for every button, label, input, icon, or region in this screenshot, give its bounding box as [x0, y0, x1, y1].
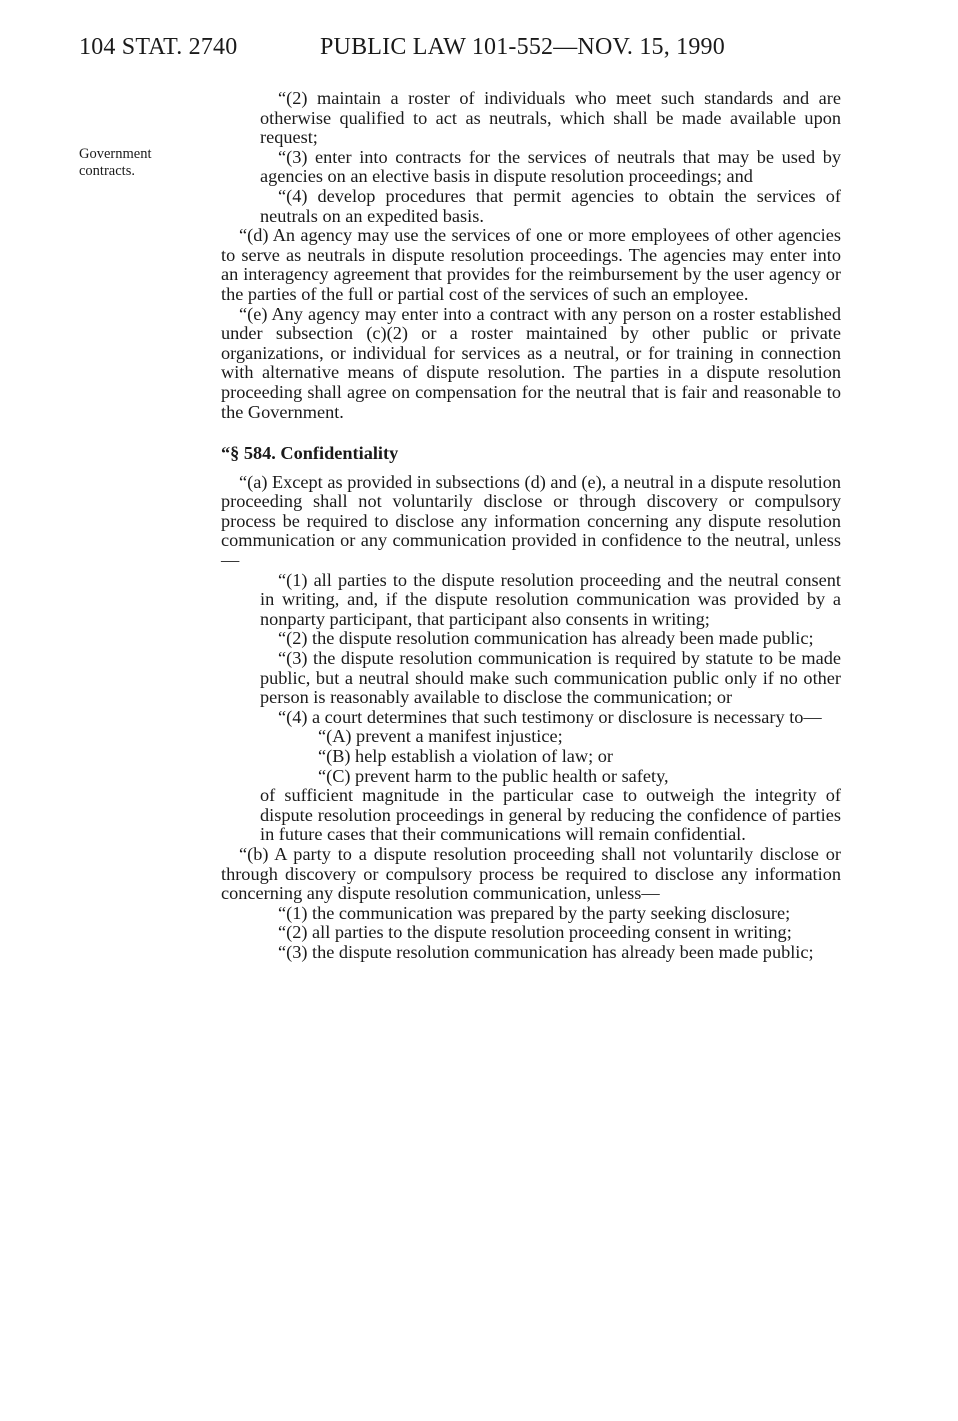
section-heading: “§ 584. Confidentiality — [221, 443, 399, 464]
paragraph-a4-tail: of sufficient magnitude in the particular case to outweigh the integrity of dispute resolution proceedings in general by reducing the confidence of parties in future cases that their communications will remain confidential. — [260, 785, 841, 845]
paragraph-d: “(d) An agency may use the services of one or more employees of other agencies to serve as neutrals in dispute resolution proceedings. The agencies may enter into an interagency agreement that provides for the reimbursement by the user agency or the parties of the full or partial cost of the services of such an employee. — [221, 225, 841, 304]
margin-note: Government contracts. — [79, 146, 152, 179]
paragraph-a4A: “(A) prevent a manifest injustice; — [318, 726, 563, 747]
paragraph-a4B: “(B) help establish a violation of law; or — [318, 746, 613, 766]
paragraph-a1: “(1) all parties to the dispute resolution proceeding and the neutral consent in writing, and, if the dispute resolution communication was provided by a nonparty participant, that participant also consents in writing; — [260, 569, 841, 629]
stat-reference: 104 STAT. 2740 — [79, 34, 238, 60]
paragraph-a3: “(3) the dispute resolution communication is required by statute to be made public, but a neutral should make such communication public only if no other person is reasonably available to disclose the communication; or — [260, 648, 841, 708]
document-body — [221, 89, 841, 963]
paragraph-a2: “(2) the dispute resolution communication has already been made public; — [278, 628, 814, 649]
paragraph-b: “(b) A party to a dispute resolution proceeding shall not voluntarily disclose or through discovery or compulsory process be required to disclose any information concerning any dispute resolution communication, unless— — [221, 843, 841, 904]
page-title: PUBLIC LAW 101-552—NOV. 15, 1990 — [320, 34, 725, 60]
paragraph-c4: “(4) develop procedures that permit agencies to obtain the services of neutrals on an expedited basis. — [260, 185, 841, 226]
paragraph-c3: “(3) enter into contracts for the services of neutrals that may be used by agencies on an elective basis in dispute resolution proceedings; and — [260, 146, 841, 187]
paragraph-b1: “(1) the communication was prepared by the party seeking disclosure; — [278, 902, 791, 923]
paragraph-a: “(a) Except as provided in subsections (d) and (e), a neutral in a dispute resolution proceeding shall not voluntarily disclose or through discovery or compulsory process be required to disclose any information concerning any dispute resolution communication or any communication provided in confidence to the neutral, unless— — [221, 471, 841, 571]
paragraph-a4C: “(C) prevent harm to the public health or safety, — [318, 765, 669, 786]
paragraph-b2: “(2) all parties to the dispute resolution proceeding consent in writing; — [278, 922, 792, 943]
paragraph-a4: “(4) a court determines that such testimony or disclosure is necessary to— — [278, 706, 822, 727]
paragraph-e: “(e) Any agency may enter into a contract with any person on a roster established under subsection (c)(2) or a roster maintained by other public or private organizations, or individual for services as a neutral, or for training in connection with alternative means of dispute resolution. The parties in a dispute resolution proceeding shall agree on compensation for the neutral that is fair and reasonable to the Government. — [221, 303, 841, 422]
paragraph-b3: “(3) the dispute resolution communication has already been made public; — [278, 941, 814, 962]
paragraph-c2: “(2) maintain a roster of individuals who meet such standards and are otherwise qualified to act as neutrals, which shall be made available upon request; — [260, 88, 841, 148]
